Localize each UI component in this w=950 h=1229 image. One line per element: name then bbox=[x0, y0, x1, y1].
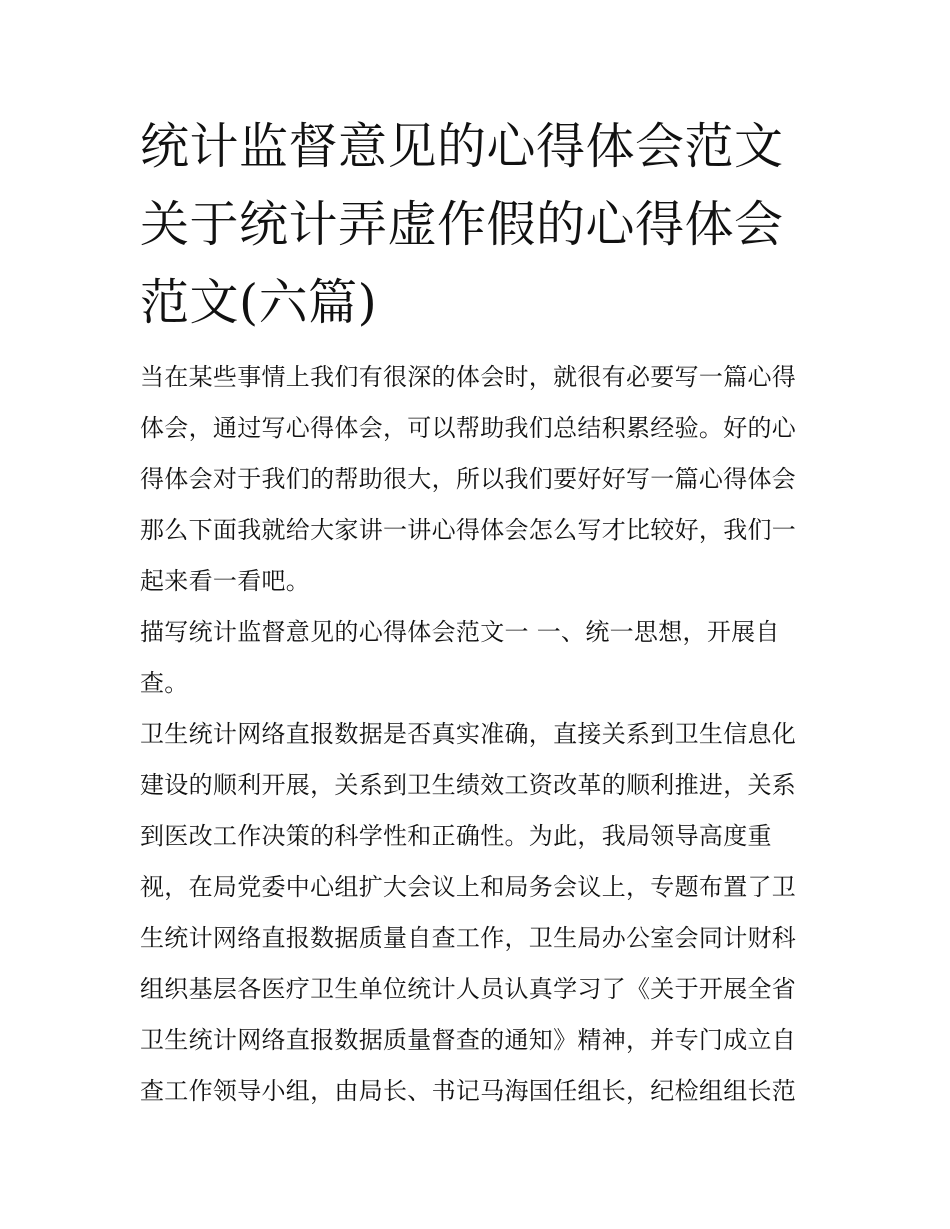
body-line: 建设的顺利开展，关系到卫生绩效工资改革的顺利推进，关系 bbox=[140, 771, 797, 799]
document-body bbox=[140, 352, 830, 1117]
title-line: 范文(六篇) bbox=[140, 274, 378, 331]
body-line: 卫生统计网络直报数据质量督查的通知》精神，并专门成立自 bbox=[140, 1026, 797, 1054]
body-line: 卫生统计网络直报数据是否真实准确，直接关系到卫生信息化 bbox=[140, 720, 797, 748]
body-line: 体会，通过写心得体会，可以帮助我们总结积累经验。好的心 bbox=[140, 414, 797, 442]
body-line: 查。 bbox=[140, 669, 189, 697]
body-line: 组织基层各医疗卫生单位统计人员认真学习了《关于开展全省 bbox=[140, 975, 797, 1003]
document-title bbox=[140, 108, 820, 342]
body-line: 生统计网络直报数据质量自查工作，卫生局办公室会同计财科 bbox=[140, 924, 797, 952]
title-line: 统计监督意见的心得体会范文 bbox=[140, 118, 784, 175]
body-line: 到医改工作决策的科学性和正确性。为此，我局领导高度重 bbox=[140, 822, 772, 850]
body-line: 起来看一看吧。 bbox=[140, 567, 311, 595]
body-line: 当在某些事情上我们有很深的体会时，就很有必要写一篇心得 bbox=[140, 363, 797, 391]
body-line: 查工作领导小组，由局长、书记马海国任组长，纪检组组长范 bbox=[140, 1077, 797, 1105]
body-line: 得体会对于我们的帮助很大，所以我们要好好写一篇心得体会 bbox=[140, 465, 797, 493]
body-line: 描写统计监督意见的心得体会范文一 一、统一思想，开展自 bbox=[140, 618, 780, 646]
title-line: 关于统计弄虚作假的心得体会 bbox=[140, 196, 784, 253]
body-line: 那么下面我就给大家讲一讲心得体会怎么写才比较好，我们一 bbox=[140, 516, 797, 544]
body-line: 视，在局党委中心组扩大会议上和局务会议上，专题布置了卫 bbox=[140, 873, 797, 901]
